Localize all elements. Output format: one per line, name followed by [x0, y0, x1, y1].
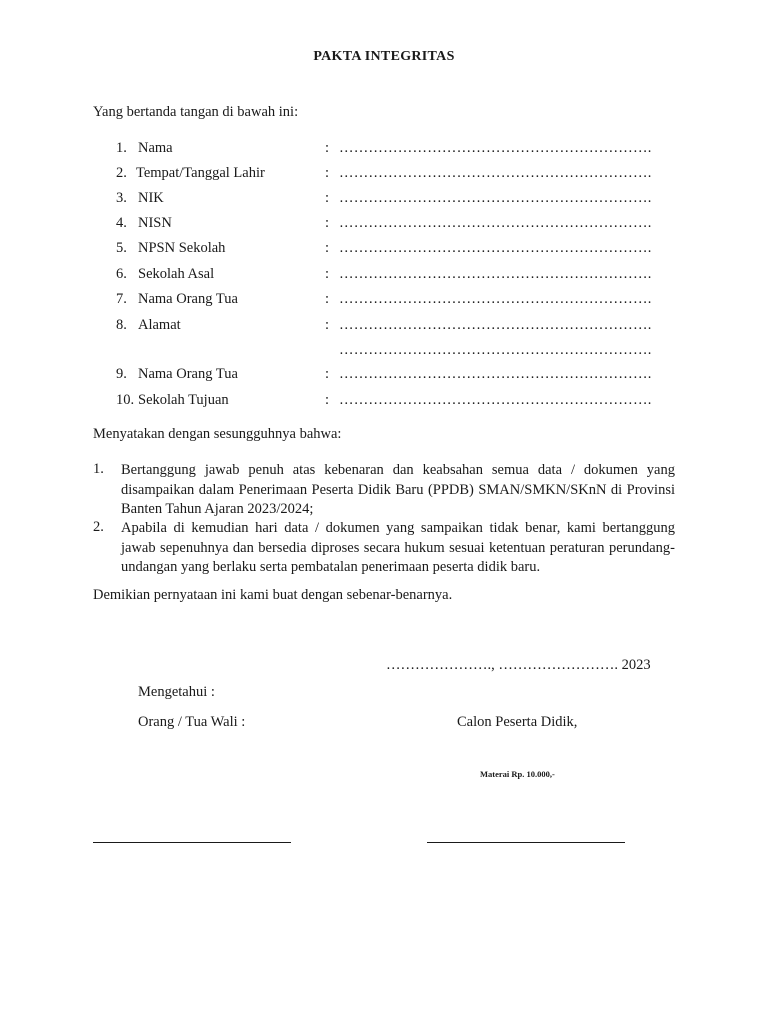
field-label: Alamat — [138, 317, 181, 333]
field-row-nama — [116, 140, 676, 160]
field-label: Nama Orang Tua — [138, 291, 238, 307]
field-row-npsn-sekolah — [116, 240, 676, 260]
field-blank: ………………………………………………………. — [339, 366, 652, 382]
field-colon: : — [325, 165, 330, 181]
declaration-heading: Menyatakan dengan sesungguhnya bahwa: — [93, 426, 342, 442]
field-number: 10. — [116, 392, 135, 408]
field-row-sekolah-asal — [116, 266, 676, 286]
statement-text: Bertanggung jawab penuh atas kebenaran dan keabsahan semua data / dokumen yang disampaikan dalam Penerimaan Peserta Didik Baru (PPDB) SMAN/SMKN/SKnN di Provinsi Banten Tahun Ajaran 2023/2024; — [121, 462, 675, 517]
field-colon: : — [325, 215, 330, 231]
intro-text: Yang bertanda tangan di bawah ini: — [93, 104, 299, 120]
document-title: PAKTA INTEGRITAS — [313, 49, 455, 64]
field-row-nik — [116, 190, 676, 210]
address-continuation-blank: ………………………………………………………. — [339, 342, 652, 358]
statement-number: 2. — [93, 519, 104, 535]
field-blank: ………………………………………………………. — [339, 266, 652, 282]
field-number: 5. — [116, 240, 127, 256]
field-number: 2. — [116, 165, 127, 181]
field-blank: ………………………………………………………. — [339, 165, 652, 181]
closing-text: Demikian pernyataan ini kami buat dengan sebenar-benarnya. — [93, 587, 453, 603]
student-label: Calon Peserta Didik, — [457, 714, 578, 730]
field-colon: : — [325, 240, 330, 256]
field-number: 9. — [116, 366, 127, 382]
stamp-duty-note: Materai Rp. 10.000,- — [480, 769, 555, 779]
field-row-tempat-tanggal-lahir — [116, 165, 676, 185]
statement-text: Apabila di kemudian hari data / dokumen yang sampaikan tidak benar, kami bertanggung jawab sepenuhnya dan bersedia diproses secara hukum sesuai ketentuan peraturan perundang-undangan yang berlaku serta pembatalan penerimaan peserta didik baru. — [121, 520, 675, 575]
field-row-sekolah-tujuan — [116, 392, 676, 412]
field-blank: ………………………………………………………. — [339, 291, 652, 307]
field-number: 1. — [116, 140, 127, 156]
field-blank: ………………………………………………………. — [339, 392, 652, 408]
field-label: NIK — [138, 190, 164, 206]
field-row-nisn — [116, 215, 676, 235]
field-row-nama-orang-tua-2 — [116, 366, 676, 386]
field-label: Tempat/Tanggal Lahir — [136, 165, 265, 181]
field-blank: ………………………………………………………. — [339, 317, 652, 333]
field-colon: : — [325, 291, 330, 307]
guardian-label: Orang / Tua Wali : — [138, 714, 246, 730]
field-colon: : — [325, 366, 330, 382]
field-colon: : — [325, 140, 330, 156]
field-blank: ………………………………………………………. — [339, 215, 652, 231]
field-label: NISN — [138, 215, 172, 231]
field-label: Nama — [138, 140, 173, 156]
field-number: 8. — [116, 317, 127, 333]
statement-number: 1. — [93, 461, 104, 477]
field-label: Sekolah Asal — [138, 266, 215, 282]
guardian-signature-line — [93, 842, 291, 843]
field-number: 3. — [116, 190, 127, 206]
field-label: NPSN Sekolah — [138, 240, 226, 256]
student-signature-line — [427, 842, 625, 843]
field-label: Sekolah Tujuan — [138, 392, 229, 408]
field-number: 7. — [116, 291, 127, 307]
field-blank: ………………………………………………………. — [339, 140, 652, 156]
field-colon: : — [325, 392, 330, 408]
field-row-nama-orang-tua — [116, 291, 676, 311]
field-colon: : — [325, 266, 330, 282]
field-blank: ………………………………………………………. — [339, 240, 652, 256]
place-date-line: …………………., ……………………. 2023 — [386, 657, 651, 673]
field-number: 6. — [116, 266, 127, 282]
field-label: Nama Orang Tua — [138, 366, 238, 382]
field-colon: : — [325, 317, 330, 333]
known-by-label: Mengetahui : — [138, 684, 215, 700]
field-number: 4. — [116, 215, 127, 231]
field-row-alamat — [116, 317, 676, 337]
field-colon: : — [325, 190, 330, 206]
field-blank: ………………………………………………………. — [339, 190, 652, 206]
